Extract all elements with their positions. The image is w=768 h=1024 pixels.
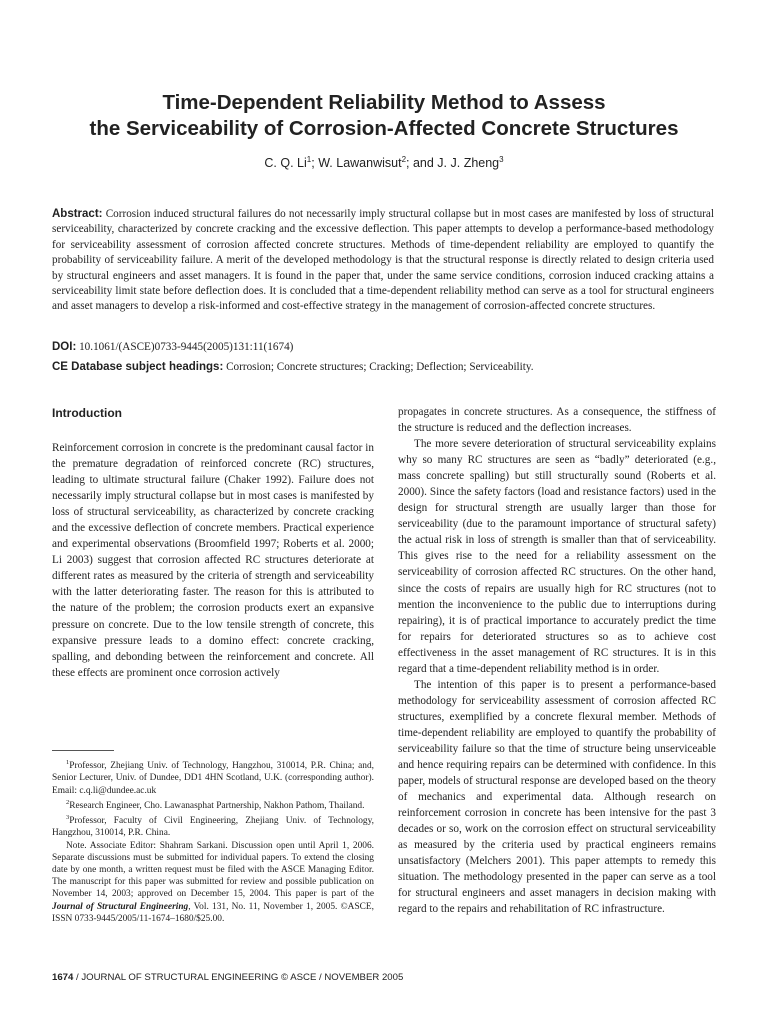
footnote-2-text: Research Engineer, Cho. Lawanasphat Partnership, Nakhon Pathom, Thailand. [69, 800, 365, 811]
author-1: C. Q. Li [264, 156, 307, 171]
footnote-1 [52, 757, 374, 797]
author-3-affiliation-mark: 3 [499, 155, 504, 164]
footnote-1-text: Professor, Zhejiang Univ. of Technology, Hangzhou, 310014, P.R. China; and, Senior Lecturer, Univ. of Dundee, DD1 4HN Scotland, U.K. (corresponding author). Email: c.q.li@dundee.ac.uk [52, 761, 374, 796]
footnote-3-text: Professor, Faculty of Civil Engineering, Zhejiang Univ. of Technology, Hangzhou, 310014, P.R. China. [52, 816, 374, 839]
title-line-2: the Serviceability of Corrosion-Affected Concrete Structures [89, 117, 679, 140]
footnote-3 [52, 812, 374, 840]
author-3: J. J. Zheng [437, 156, 500, 171]
footnote-divider [52, 750, 114, 751]
doi-line [52, 341, 714, 353]
footnote-1-mark: 1 [66, 759, 70, 766]
paper-title [20, 90, 748, 142]
subject-headings [52, 361, 714, 373]
left-column [52, 440, 374, 681]
author-1-affiliation-mark: 1 [306, 155, 312, 164]
page-footer [52, 972, 403, 983]
author-2-affiliation-mark: 2 [401, 155, 407, 164]
footnote-2-mark: 2 [66, 798, 70, 806]
intro-paragraph-continued: propagates in concrete structures. As a consequence, the stiffness of the structure is reduced and the deflection increases. [398, 406, 716, 435]
journal-name: Journal of Structural Engineering [52, 901, 189, 912]
right-column [398, 404, 716, 918]
author-separator: ; and [406, 156, 438, 171]
doi-label: DOI: [52, 341, 77, 353]
footnotes [52, 757, 374, 925]
editorial-note-citation: , Vol. 131, No. 11, November 1, 2005. ©ASCE, ISSN 0733-9445/2005/11-1674–1680/$25.00. [52, 901, 374, 924]
footnote-3-mark: 3 [66, 814, 70, 822]
author-list [20, 155, 748, 170]
abstract-text: Corrosion induced structural failures do not necessarily imply structural collapse but in most cases are manifested by loss of structural serviceability, characterized by concrete cracking and the excessive deflection. This paper attempts to develop a performance-based methodology for serviceability assessment of corrosion affected concrete structures. Methods of time-dependent reliability are employed to quantify the probability of serviceability failure. A merit of the developed methodology is that the structural response is directly related to design criteria used by structural engineers and asset managers. It is found in the paper that, under the same service conditions, corrosion induced cracking attains a serviceability limit state before deflection does. It is concluded that a time-dependent reliability method can serve as a tool for structural engineers and asset managers to develop a risk-informed and cost-effective strategy in the management of corrosion-affected concrete structures. [52, 208, 715, 313]
subject-headings-label: CE Database subject headings: [52, 361, 224, 373]
subject-headings-value: Corrosion; Concrete structures; Cracking; Deflection; Serviceability. [226, 361, 534, 373]
editorial-note [52, 840, 374, 925]
abstract-label: Abstract: [52, 208, 103, 220]
author-separator: ; [311, 156, 319, 171]
page-number: 1674 [52, 972, 74, 983]
editorial-note-text: Note. Associate Editor: Shahram Sarkani. Discussion open until April 1, 2006. Separate discussions must be submitted for individual papers. To extend the closing date by one month, a written request must be filed with the ASCE Managing Editor. The manuscript for this paper was submitted for review and possible publication on November 14, 2003; approved on December 15, 2004. This paper is part of the [52, 840, 374, 900]
author-2: W. Lawanwisut [318, 156, 402, 171]
doi-value[interactable]: 10.1061/(ASCE)0733-9445(2005)131:11(1674) [79, 341, 294, 353]
intro-paragraph-3: The intention of this paper is to present a performance-based methodology for serviceability assessment of corrosion affected RC structures, exemplified by a concrete flexural member. Methods of time-dependent reliability are employed to quantify the probability of serviceability failure so that the time of structure being unserviceable and hence requiring repairs can be determined with confidence. In this paper, models of structural response are developed based on the theory of mechanics and experimental data. Although research on reinforcement corrosion in concrete has been intensive for the past 3 decades or so, work on the corrosion effect on structural serviceability as measured by the criteria used by practical engineers remains unsatisfactory (Melchers 2001). This paper attempts to remedy this situation. The methodology presented in the paper can serve as a tool for structural engineers and asset managers in decision making with regard to the repairs and rehabilitation of RC infrastructure. [398, 678, 716, 916]
intro-paragraph-1: Reinforcement corrosion in concrete is the predominant causal factor in the premature degradation of reinforced concrete (RC) structures, leading to ultimate structural failure (Chaker 1992). Failure does not necessarily imply structural collapse but in most cases is manifested by loss of structural serviceability, as characterized by concrete cracking and the excessive deflection of concrete members. Practical experience and experimental observations (Broomfield 1997; Roberts et al. 2000; Li 2003) suggest that corrosion affected RC structures deteriorate at different rates as measured by the criteria of strength and serviceability with the latter deteriorating faster. The reason for this is attributed to the nature of the problem; the corrosion products exert an expansive pressure on concrete. Due to the low tensile strength of concrete, this expansive pressure leads to a domino effect: concrete cracking, spalling, and debonding between the reinforcement and concrete. All these effects are prominent once corrosion actively [52, 442, 374, 679]
section-heading-introduction: Introduction [52, 406, 122, 420]
title-line-1: Time-Dependent Reliability Method to Assess [162, 91, 606, 114]
abstract [52, 207, 714, 315]
footnote-2 [52, 797, 374, 812]
intro-paragraph-2: The more severe deterioration of structural serviceability explains why so many RC structures are seen as “badly” deteriorated (e.g., mass concrete spalling) but still structurally sound (Roberts et al. 2000). Since the safety factors (load and resistance factors) used in the design for structural strength are usually larger than those for serviceability (due to the paramount importance of structural safety) the actual risk in loss of strength is smaller than that of serviceability. This gives rise to the need for a reliability assessment on the serviceability of corrosion affected RC structures. On the other hand, since the costs of repairs are usually high for RC structures (not to mention the inconvenience to the public due to interruptions during repairing), it is of practical importance to accurately predict the time for repairs for deteriorated structures so as to achieve cost effectiveness in the asset management of RC structures. It is in this regard that a time-dependent reliability method is in order. [398, 438, 716, 675]
running-footer: / JOURNAL OF STRUCTURAL ENGINEERING © ASCE / NOVEMBER 2005 [73, 972, 404, 983]
